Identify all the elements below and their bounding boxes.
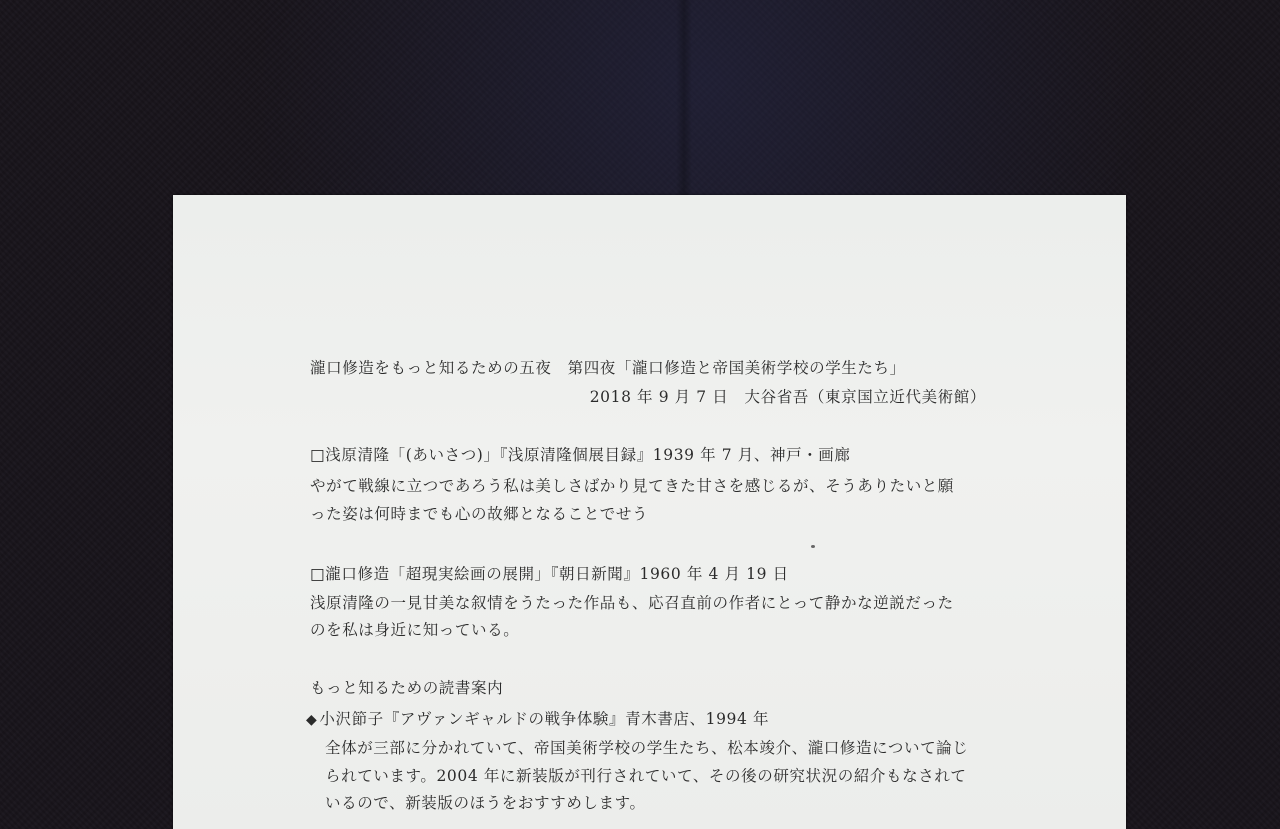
quote-1-line-1: やがて戦線に立つであろう私は美しさばかり見てきた甘さを感じるが、そうありたいと願: [310, 477, 955, 495]
quote-1-line-2: った姿は何時までも心の故郷となることでせう: [310, 505, 649, 523]
quote-2-line-2: のを私は身近に知っている。: [310, 621, 520, 639]
quote-1-citation: [310, 445, 851, 465]
reading-guide-desc-3: いるので、新装版のほうをおすすめします。: [325, 794, 646, 812]
quote-2-line-1: 浅原清隆の一見甘美な叙情をうたった作品も、応召直前の作者にとって静かな逆説だった: [310, 594, 954, 612]
checkbox-square-icon: □: [310, 446, 326, 464]
quote-2-citation: [310, 564, 789, 584]
reading-guide-desc-1: 全体が三部に分かれていて、帝国美術学校の学生たち、松本竣介、瀧口修造について論じ: [325, 739, 969, 757]
paper-speck: [811, 545, 815, 548]
paper-sheet: [173, 195, 1126, 829]
quote-2-citation-text: 瀧口修造「超現実絵画の展開」『朝日新聞』1960 年 4 月 19 日: [325, 565, 789, 583]
reading-guide-desc-2: られています。2004 年に新装版が刊行されていて、その後の研究状況の紹介もなされて: [325, 767, 967, 785]
document-byline: 2018 年 9 月 7 日 大谷省吾（東京国立近代美術館）: [589, 388, 986, 406]
document-title: 瀧口修造をもっと知るための五夜 第四夜「瀧口修造と帝国美術学校の学生たち」: [310, 359, 906, 377]
diamond-bullet-icon: ◆: [306, 712, 318, 728]
quote-1-citation-text: 浅原清隆「(あいさつ)」『浅原清隆個展目録』1939 年 7 月、神戸・画廊: [325, 446, 851, 464]
reading-guide-item: [306, 709, 769, 730]
reading-guide-heading: もっと知るための読書案内: [310, 679, 504, 697]
background-cloth-fold: [676, 0, 692, 195]
reading-guide-item-text: 小沢節子『アヴァンギャルドの戦争体験』青木書店、1994 年: [319, 710, 770, 728]
checkbox-square-icon: □: [310, 565, 326, 583]
